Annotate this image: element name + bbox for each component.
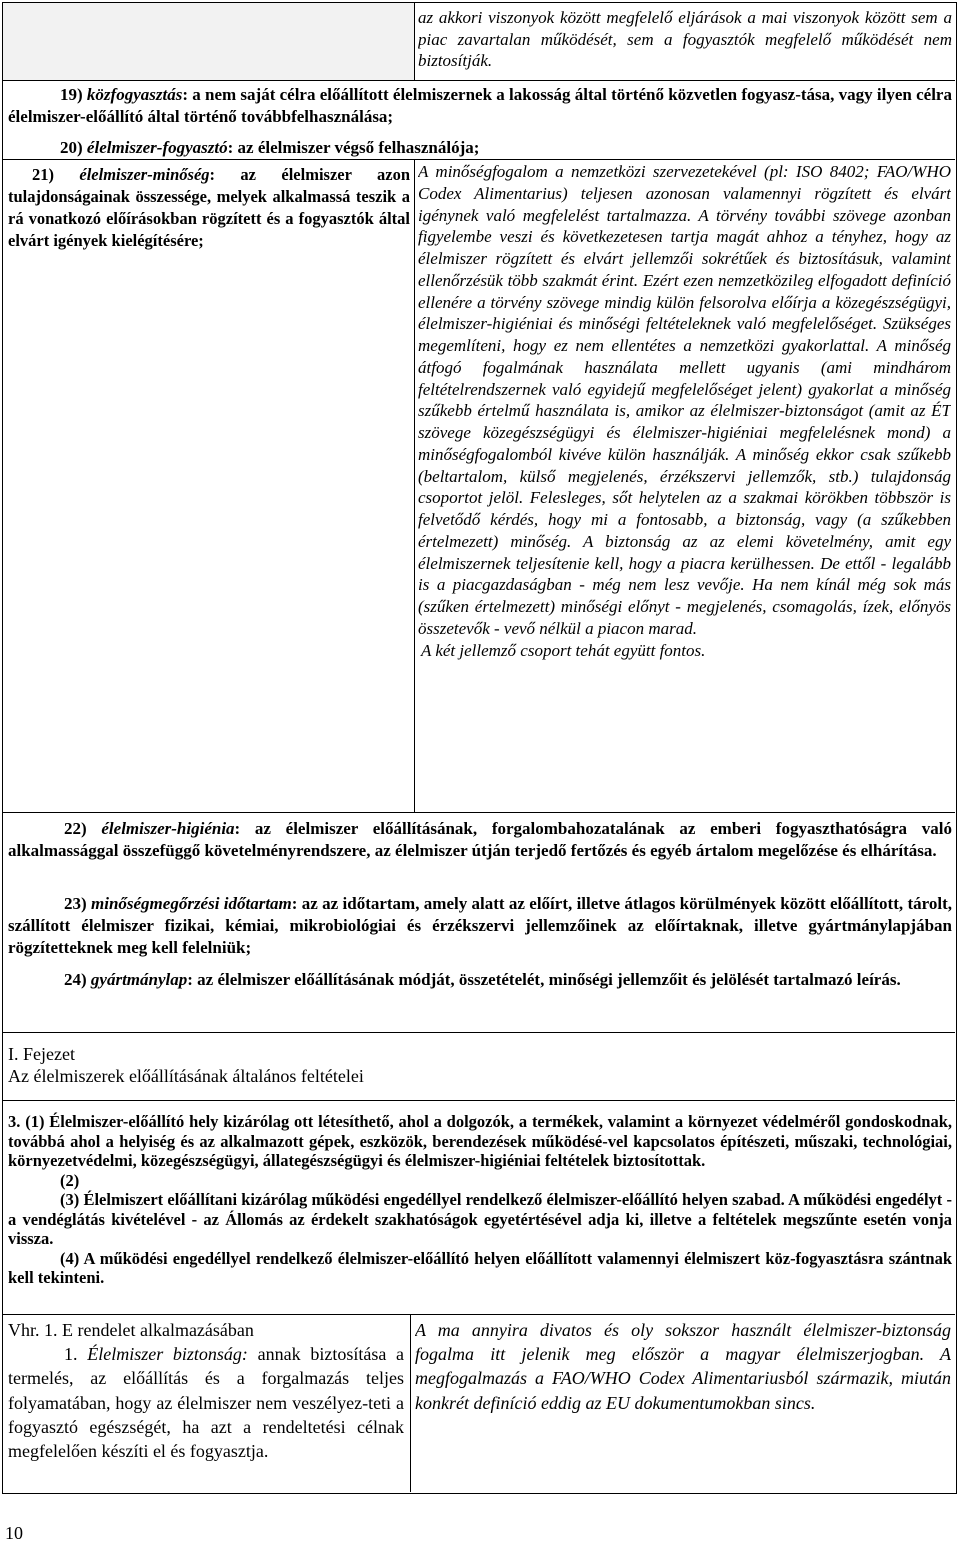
- comment-quality: A minőségfogalom a nemzetközi szervezetekével (pl: ISO 8402; FAO/WHO Codex Alimentarius) teljesen azonosan valamennyi rögzített és elvárt igénynek való megfelelést tartalmazza. A törvény további szövege azonban figyelembe veszi és következetesen tartja magát ahhoz a tényhez, hogy az élelmiszer rögzített és elvárt jellemzői sokrétűek és biztosításuk, valamint ellenőrzésük több szakmát érint. Ezért ezen nemzetközileg elfogadott definíció ellenére a törvény szövege mindig külön felsorolva előírja a közegészségügyi, élelmiszer-higiéniai és minőségi feltételeknek való megfelelőséget. Szükséges megemlíteni, hogy ez nem ellentétes a nemzetközi gyakorlattal. A minőség átfogó fogalmának használata mellett ugyanis (ami mindhárom feltételrendszernek való egyidejű megfelelőséget jelent) gyakorlat a minőség szűkebb értelmű használata is, amikor az élelmiszer-biztonságot (amit az ÉT szövege közegészségügyi és élelmiszer-higiéniai megfelelésnek mond) a minőségfogalomból kivéve külön használják. A minőség ekkor csak szűkebb (beltartalom, külső megjelenés, érzékszervi jellemzők, stb.) tulajdonság csoportot jelöl. Felesleges, sőt helytelen az a szakmai körökben többször is felvetődő kérdés, hogy mi a fontosabb, a biztonság, vagy (a szűkebben értelmezett) minőség. A biztonság az az elemi követelmény, amit egy élelmiszernek teljesítenie kell, hogy a piacra kerülhessen. De ettől - legalább is a piacgazdaságban - még nem lesz vevője. Ha nem kínál még sok más (szűken értelmezett) minőségi előnyt - megjelenés, csomagolás, ízek, előnyös összetevők - vevő nélkül a piacon marad. A két jellemző csoport tehát együtt fontos.: [418, 162, 951, 660]
- section-3: [8, 1112, 952, 1288]
- column-divider: [414, 159, 415, 812]
- section-3-paragraph-3: (3) Élelmiszert előállítani kizárólag működési engedéllyel rendelkező élelmiszer-előállító helyen szabad. A működési engedélyt - a vendéglátás kivételével - az Állomás az érdekelt szakhatóságok egyetértésével adja ki, illetve a feltételek megszűnte esetén vonja vissza.: [8, 1190, 952, 1248]
- definition-term: közfogyasztás: [86, 85, 183, 104]
- definition-23: 23) minőségmegőrzési időtartam: az az időtartam, amely alatt az előírt, illetve átlagos körülmények között előállított, tárolt, szállított élelmiszer fizikai, kémiai, mikrobiológiai és érzékszervi jellemzőinek az előírtaknak, illetve gyártmánylapjában rögzítetteknek meg kell felelniük;: [8, 894, 952, 957]
- definition-term: élelmiszer-higiénia: [101, 819, 235, 838]
- row-divider: [2, 1314, 955, 1315]
- definition-term: élelmiszer-minőség: [79, 165, 210, 184]
- definition-24: 24) gyártmánylap: az élelmiszer előállításának módját, összetételét, minőségi jellemzőit és jelölését tartalmazó leírás.: [64, 970, 901, 989]
- row-divider: [2, 80, 955, 81]
- page-number: 10: [5, 1523, 23, 1543]
- column-divider: [410, 1314, 411, 1492]
- chapter-number: I. Fejezet: [8, 1044, 75, 1064]
- chapter-heading: [8, 1044, 708, 1087]
- definition-22: 22) élelmiszer-higiénia: az élelmiszer előállításának, forgalombahozatalának az emberi fogyaszthatóságra való alkalmassággal összefüggő követelményrendszere, az élelmiszer útján terjedő fertőzés és egyéb ártalom megelőzése és elhárítása.: [8, 819, 952, 860]
- definition-20: 20) élelmiszer-fogyasztó: az élelmiszer végső felhasználója;: [60, 138, 480, 157]
- decree-title: Vhr. 1. E rendelet alkalmazásában: [8, 1320, 254, 1340]
- row-divider: [2, 159, 955, 160]
- column-divider: [414, 2, 415, 80]
- definition-term: gyártmánylap: [90, 970, 188, 989]
- definition-term: Élelmiszer biztonság:: [87, 1344, 248, 1365]
- row-divider: [2, 1032, 955, 1033]
- comment-food-safety: A ma annyira divatos és oly sokszor használt élelmiszer-biztonság fogalma itt jelenik meg először a magyar élelmiszerjogban. A megfogalmazás a FAO/WHO Codex Alimentariusból származik, miután konkrét definíció eddig az EU dokumentumokban sincs.: [415, 1320, 951, 1413]
- definition-21: 21) élelmiszer-minőség: az élelmiszer azon tulajdonságainak összessége, melyek alkalmassá teszik a rá vonatkozó előírásokban rögzített és a fogyasztók által elvárt igények kielégítésére;: [8, 165, 410, 250]
- section-3-paragraph-4: (4) A működési engedéllyel rendelkező élelmiszer-előállító helyen előállított valamennyi élelmiszert köz-fogyasztásra szántnak kell tekinteni.: [8, 1248, 952, 1287]
- section-3-paragraph-2: (2): [60, 1170, 80, 1190]
- implementing-decree: [8, 1318, 404, 1463]
- definition-19: 19) közfogyasztás: a nem saját célra előállított élelmiszernek a lakosság által történő közvetlen fogyasz-tása, vagy ilyen célra élelmiszer-előállító által történő továbbfelhasználása;: [8, 85, 952, 126]
- definition-term: minőségmegőrzési időtartam: [91, 894, 292, 913]
- decree-item: 1. Élelmiszer biztonság: annak biztosítása a termelés, az előállítás és a forgalmazás teljes folyamatában, hogy az élelmiszer nem veszélyez-teti a fogyasztó egészségét, ha azt a rendeltetési célnak megfelelően készíti el és fogyasztja.: [8, 1344, 404, 1462]
- row-divider: [2, 812, 955, 813]
- empty-cell: [3, 3, 414, 80]
- definition-term: élelmiszer-fogyasztó: [86, 138, 228, 157]
- chapter-title: Az élelmiszerek előállításának általános feltételei: [8, 1065, 364, 1086]
- top-right-note: az akkori viszonyok között megfelelő eljárások a mai viszonyok között sem a piac zavartalan működését, sem a fogyasztók megfelelő működését nem biztosítják.: [418, 8, 952, 70]
- row-divider: [2, 1100, 955, 1101]
- section-3-paragraph-1: 3. (1) Élelmiszer-előállító hely kizárólag ott létesíthető, ahol a dolgozók, a termékek, valamint a környezet védelméről gondoskodnak, továbbá ahol a helyiség és az alkalmazott gépek, eszközök, berendezések működésé-vel kapcsolatos építészeti, műszaki, technológiai, környezetvédelmi, közegészségügyi, állategészségügyi és élelmiszer-higiéniai feltételek biztosítottak.: [8, 1112, 952, 1170]
